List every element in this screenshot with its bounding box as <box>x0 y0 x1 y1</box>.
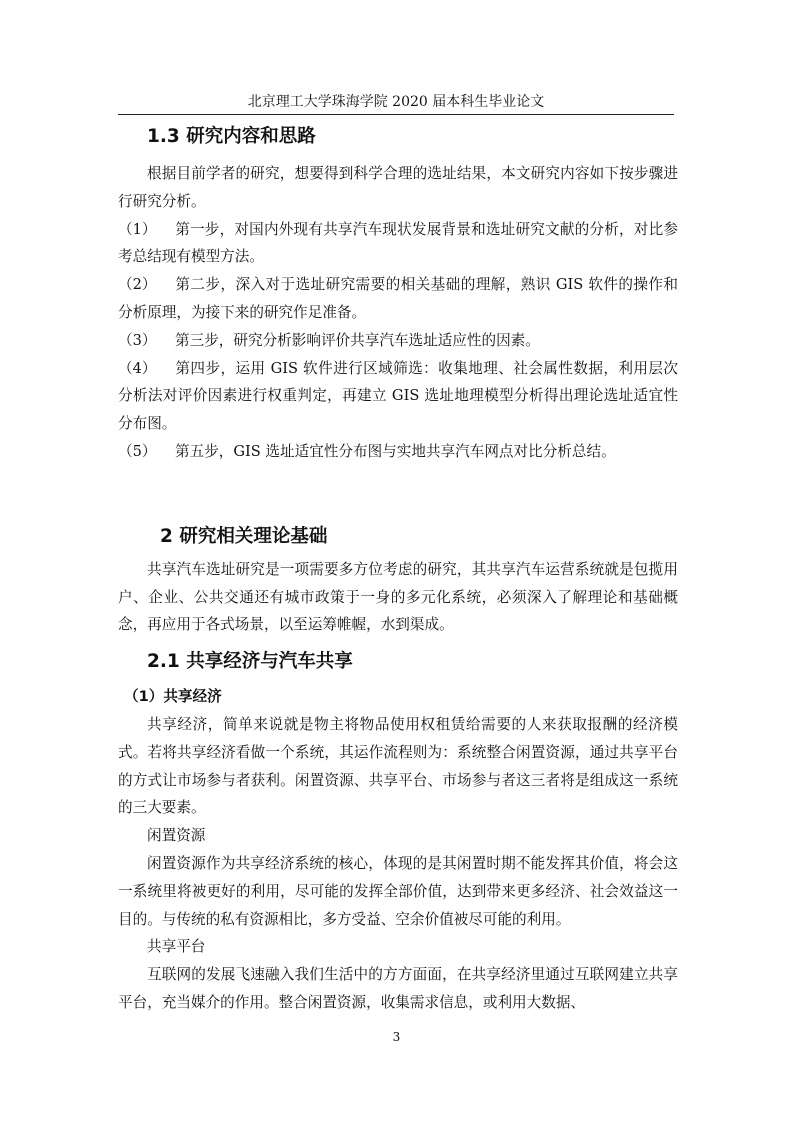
section-heading-1-3: 1.3 研究内容和思路 <box>147 126 316 147</box>
step-3-text: 第三步，研究分析影响评价共享汽车选址适应性的因素。 <box>175 331 540 349</box>
paragraph-intro-1-3: 根据目前学者的研究，想要得到科学合理的选址结果，本文研究内容如下按步骤进行研究分析。 <box>118 165 678 210</box>
step-5-text: 第五步，GIS 选址适宜性分布图与实地共享汽车网点对比分析总结。 <box>175 442 616 460</box>
chapter-heading-2: 2 研究相关理论基础 <box>160 525 328 547</box>
step-4-number: （4） <box>118 359 157 377</box>
step-2 <box>118 271 678 327</box>
step-1 <box>118 216 678 272</box>
paragraph-sharing-platform: 互联网的发展飞速融入我们生活中的方方面面，在共享经济里通过互联网建立共享平台，充当媒介的作用。整合闲置资源，收集需求信息，或利用大数据、 <box>118 966 678 1011</box>
step-1-text: 第一步，对国内外现有共享汽车现状发展背景和选址研究文献的分析，对比参考总结现有模型方法。 <box>118 220 678 266</box>
step-5 <box>118 438 678 466</box>
running-header: 北京理工大学珠海学院 2020 届本科生毕业论文 <box>247 94 545 110</box>
header-rule <box>118 114 674 115</box>
section-heading-2-1: 2.1 共享经济与汽车共享 <box>147 651 353 673</box>
step-1-number: （1） <box>118 220 157 238</box>
page-number: 3 <box>392 1030 401 1044</box>
term-idle-resources: 闲置资源 <box>147 827 206 845</box>
step-3 <box>118 327 678 355</box>
paragraph-idle-resources: 闲置资源作为共享经济系统的核心，体现的是其闲置时期不能发挥其价值，将会这一系统里将被更好的利用，尽可能的发挥全部价值，达到带来更多经济、社会效益这一目的。与传统的私有资源相比，多方受益、空余价值被尽可能的利用。 <box>118 854 678 928</box>
step-2-number: （2） <box>118 276 157 294</box>
step-4 <box>118 355 678 438</box>
paragraph-intro-2: 共享汽车选址研究是一项需要多方位考虑的研究，其共享汽车运营系统就是包揽用户、企业、公共交通还有城市政策于一身的多元化系统，必须深入了解理论和基础概念，再应用于各式场景，以至运筹帷幄，水到渠成。 <box>118 560 678 634</box>
step-3-number: （3） <box>118 331 157 349</box>
step-2-text: 第二步，深入对于选址研究需要的相关基础的理解，熟识 GIS 软件的操作和分析原理，为接下来的研究作足准备。 <box>118 276 678 321</box>
paragraph-sharing-economy: 共享经济，简单来说就是物主将物品使用权租赁给需要的人来获取报酬的经济模式。若将共享经济看做一个系统，其运作流程则为：系统整合闲置资源，通过共享平台的方式让市场参与者获利。闲置资源、共享平台、市场参与者这三者将是组成这一系统的三大要素。 <box>118 715 678 817</box>
term-sharing-platform: 共享平台 <box>147 938 206 956</box>
step-5-number: （5） <box>118 442 157 460</box>
subheading-sharing-economy: （1）共享经济 <box>124 688 222 706</box>
step-4-text: 第四步，运用 GIS 软件进行区域筛选：收集地理、社会属性数据，利用层次分析法对评价因素进行权重判定，再建立 GIS 选址地理模型分析得出理论选址适宜性分布图。 <box>118 359 678 433</box>
page-body <box>118 124 678 1017</box>
